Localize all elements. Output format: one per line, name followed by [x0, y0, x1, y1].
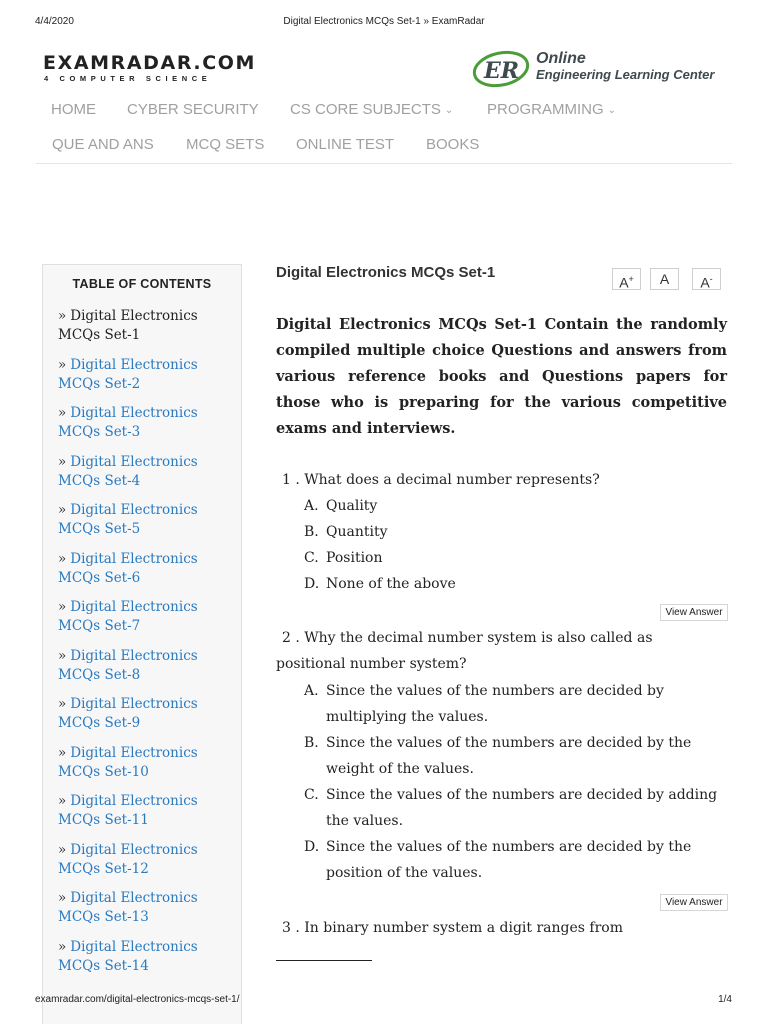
option-letter: B. — [304, 735, 319, 751]
toc-list — [58, 307, 238, 986]
toc-bullet: » — [58, 647, 67, 664]
option-letter: A. — [304, 683, 319, 699]
toc-item — [58, 356, 238, 405]
toc-link[interactable]: Digital Electronics MCQs Set-12 — [58, 841, 198, 877]
page-number: 1/4 — [718, 994, 732, 1005]
toc-link[interactable]: Digital Electronics MCQs Set-2 — [58, 356, 198, 392]
print-page-title: Digital Electronics MCQs Set-1 » ExamRadar — [283, 16, 485, 27]
option-text: Quality — [326, 498, 378, 514]
option-b — [304, 730, 728, 782]
option-c — [304, 782, 728, 834]
toc-link[interactable]: Digital Electronics MCQs Set-4 — [58, 453, 198, 489]
nav-cyber-security-label: CYBER SECURITY — [127, 101, 259, 118]
question-stem: 1 . What does a decimal number represents? — [282, 472, 600, 488]
toc-link[interactable]: Digital Electronics MCQs Set-7 — [58, 599, 198, 634]
print-footer — [0, 994, 768, 1008]
print-header — [0, 16, 768, 30]
toc-item — [58, 792, 238, 841]
font-reset-button[interactable] — [650, 268, 679, 290]
toc-bullet: » — [58, 841, 67, 858]
toc-link[interactable]: Digital Electronics MCQs Set-8 — [58, 647, 198, 683]
toc-item — [58, 598, 238, 647]
option-text: Since the values of the numbers are decided by adding the values. — [326, 787, 718, 829]
option-letter: B. — [304, 524, 319, 540]
option-letter: C. — [304, 787, 319, 803]
toc-item — [58, 453, 238, 502]
option-text: Quantity — [326, 524, 388, 540]
question-stem: 3 . In binary number system a digit ranges from — [282, 920, 623, 936]
nav-cyber-security[interactable] — [127, 101, 259, 118]
nav-books[interactable] — [426, 136, 479, 153]
option-text: None of the above — [326, 576, 456, 592]
font-increase-sup: + — [628, 274, 634, 284]
nav-mcq-sets-label: MCQ SETS — [186, 136, 265, 153]
toc-bullet: » — [58, 599, 67, 615]
toc-item — [58, 501, 238, 550]
option-d — [304, 834, 728, 886]
toc-bullet: » — [58, 890, 67, 906]
table-of-contents — [42, 264, 242, 1024]
font-decrease-label: A — [700, 274, 710, 291]
nav-programming-label: PROGRAMMING — [487, 101, 604, 118]
option-b — [304, 519, 724, 545]
toc-item — [58, 404, 238, 453]
option-a — [304, 493, 724, 519]
nav-online-test-label: ONLINE TEST — [296, 136, 395, 153]
site-header — [36, 48, 732, 90]
toc-link[interactable]: Digital Electronics MCQs Set-11 — [58, 793, 198, 828]
toc-link[interactable]: Digital Electronics MCQs Set-3 — [58, 405, 198, 440]
elc-subtitle: Engineering Learning Center — [536, 67, 715, 82]
chevron-down-icon: ⌄ — [444, 105, 454, 116]
toc-item — [58, 550, 238, 599]
toc-bullet: » — [58, 502, 67, 518]
toc-title: TABLE OF CONTENTS — [72, 277, 212, 291]
font-increase-button[interactable] — [612, 268, 641, 290]
option-d — [304, 571, 724, 597]
elc-mark: ER — [484, 58, 520, 84]
toc-link[interactable]: Digital Electronics MCQs Set-13 — [58, 890, 198, 925]
font-decrease-button[interactable] — [692, 268, 721, 290]
toc-link[interactable]: Digital Electronics MCQs Set-6 — [58, 550, 198, 586]
nav-cs-core-subjects-label: CS CORE SUBJECTS — [290, 101, 441, 118]
toc-link[interactable]: Digital Electronics MCQs Set-9 — [58, 696, 198, 731]
toc-item — [58, 841, 238, 890]
toc-link[interactable]: Digital Electronics MCQs Set-10 — [58, 744, 198, 780]
logo-wordmark: EXAMRADAR.COM — [43, 52, 257, 74]
print-date: 4/4/2020 — [35, 16, 74, 27]
nav-online-test[interactable] — [296, 136, 394, 153]
option-letter: D. — [304, 839, 320, 855]
nav-que-and-ans[interactable] — [52, 136, 154, 153]
toc-bullet: » — [58, 938, 67, 955]
logo-tagline: 4 COMPUTER SCIENCE — [44, 74, 212, 83]
toc-item — [58, 938, 238, 987]
toc-bullet: » — [58, 405, 67, 421]
nav-que-and-ans-label: QUE AND ANS — [52, 136, 154, 153]
option-text: Since the values of the numbers are decided by the weight of the values. — [326, 735, 692, 777]
option-c — [304, 545, 724, 571]
article-title: Digital Electronics MCQs Set-1 — [276, 264, 496, 281]
question-stem: 2 . Why the decimal number system is also called as positional number system? — [276, 630, 653, 672]
font-increase-label: A — [619, 274, 629, 291]
toc-item-current — [58, 307, 238, 356]
view-answer-button[interactable]: View Answer — [660, 894, 728, 911]
nav-home[interactable] — [51, 101, 96, 118]
toc-item-label: Digital Electronics MCQs Set-1 — [58, 308, 198, 343]
toc-bullet: » — [58, 550, 67, 567]
font-decrease-sup: - — [709, 274, 713, 284]
main-nav — [36, 94, 732, 164]
nav-mcq-sets[interactable] — [186, 136, 264, 153]
option-letter: D. — [304, 576, 320, 592]
options-list — [304, 678, 728, 886]
article-intro: Digital Electronics MCQs Set-1 Contain the randomly compiled multiple choice Questions and answers from various reference books and Questions papers for those who is preparing for the various competitive exams and interviews. — [276, 316, 727, 437]
option-letter: C. — [304, 550, 319, 566]
toc-link[interactable]: Digital Electronics MCQs Set-14 — [58, 938, 198, 974]
toc-bullet: » — [58, 308, 67, 324]
option-text: Since the values of the numbers are decided by multiplying the values. — [326, 683, 664, 725]
toc-item — [58, 744, 238, 793]
font-reset-label: A — [659, 271, 670, 287]
toc-item — [58, 647, 238, 696]
toc-bullet: » — [58, 744, 67, 761]
answer-blank-line — [276, 960, 372, 961]
toc-bullet: » — [58, 453, 67, 470]
view-answer-button[interactable]: View Answer — [660, 604, 728, 621]
nav-books-label: BOOKS — [426, 136, 480, 153]
option-a — [304, 678, 728, 730]
toc-link[interactable]: Digital Electronics MCQs Set-5 — [58, 502, 198, 537]
print-url: examradar.com/digital-electronics-mcqs-set-1/ — [35, 994, 240, 1005]
toc-bullet: » — [58, 356, 67, 373]
toc-item — [58, 695, 238, 744]
elc-online-text: Online — [536, 50, 586, 67]
chevron-down-icon: ⌄ — [607, 105, 617, 116]
toc-item — [58, 889, 238, 938]
nav-programming[interactable] — [487, 101, 616, 118]
options-list — [304, 493, 724, 597]
option-text: Since the values of the numbers are decided by the position of the values. — [326, 839, 692, 881]
option-letter: A. — [304, 498, 319, 514]
option-text: Position — [326, 550, 383, 566]
nav-cs-core-subjects[interactable] — [290, 101, 453, 118]
toc-bullet: » — [58, 696, 67, 712]
toc-bullet: » — [58, 793, 67, 809]
elc-banner[interactable] — [470, 48, 728, 90]
elc-emblem-icon — [470, 48, 536, 90]
nav-home-label: HOME — [51, 101, 96, 118]
